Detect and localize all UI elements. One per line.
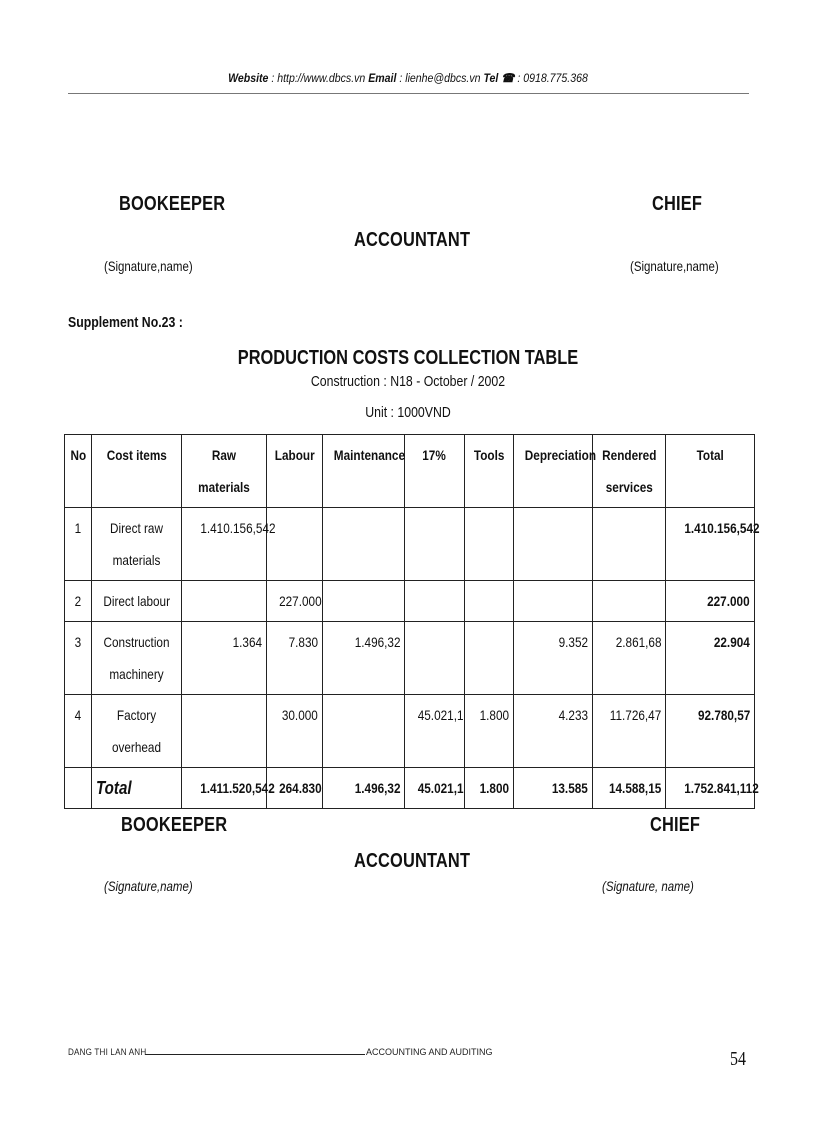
total-17-percent: 45.021,1 [405, 768, 465, 809]
row-tools [465, 508, 514, 581]
row-raw-materials: 1.364 [182, 622, 267, 695]
row-depreciation [514, 581, 593, 622]
supplement-label: Supplement No.23 : [68, 314, 183, 331]
col-header-depreciation: Depreciation [514, 435, 593, 508]
col-header-rendered-services: Rendered services [593, 435, 666, 508]
footer-subject: ACCOUNTING AND AUDITING [366, 1047, 493, 1057]
row-raw-materials: 1.410.156,542 [182, 508, 267, 581]
row-depreciation [514, 508, 593, 581]
website-value[interactable]: : http://www.dbcs.vn [271, 71, 366, 85]
row-total: 1.410.156,542 [666, 508, 755, 581]
row-no: 2 [65, 581, 92, 622]
total-labour: 264.830 [267, 768, 323, 809]
footer-author: DANG THI LAN ANH [68, 1047, 147, 1057]
row-labour: 7.830 [267, 622, 323, 695]
total-row-no [65, 768, 92, 809]
row-labour: 227.000 [267, 581, 323, 622]
table-row [65, 581, 755, 622]
header-divider [68, 93, 749, 94]
row-total: 227.000 [666, 581, 755, 622]
row-no: 4 [65, 695, 92, 768]
total-raw-materials: 1.411.520,542 [182, 768, 267, 809]
production-costs-table [64, 434, 760, 809]
accountant-title-top: ACCOUNTANT [354, 229, 471, 251]
footer-divider [145, 1054, 365, 1055]
col-header-cost-items: Cost items [92, 435, 182, 508]
row-raw-materials [182, 581, 267, 622]
table-row [65, 508, 755, 581]
row-tools [465, 622, 514, 695]
row-depreciation: 9.352 [514, 622, 593, 695]
unit-line: Unit : 1000VND [365, 404, 451, 421]
email-label: Email [368, 71, 397, 85]
tel-label: Tel [483, 71, 499, 85]
total-rendered-services: 14.588,15 [593, 768, 666, 809]
row-tools: 1.800 [465, 695, 514, 768]
col-header-tools: Tools [465, 435, 514, 508]
signature-name-right-top: (Signature,name) [630, 258, 719, 274]
row-maintenance [323, 581, 405, 622]
row-total: 22.904 [666, 622, 755, 695]
table-total-row [65, 768, 755, 809]
col-header-labour: Labour [267, 435, 323, 508]
row-17-percent [405, 581, 465, 622]
grand-total: 1.752.841,112 [666, 768, 755, 809]
row-rendered-services [593, 508, 666, 581]
col-header-17-percent: 17% [405, 435, 465, 508]
row-maintenance [323, 508, 405, 581]
row-17-percent: 45.021,1 [405, 695, 465, 768]
row-cost-item: Direct raw materials [92, 508, 182, 581]
table-header-row [65, 435, 755, 508]
row-maintenance [323, 695, 405, 768]
signature-name-right-bottom: (Signature, name) [602, 878, 694, 894]
email-value[interactable]: : lienhe@dbcs.vn [399, 71, 481, 85]
row-rendered-services: 11.726,47 [593, 695, 666, 768]
chief-title-bottom: CHIEF [650, 814, 701, 836]
tel-value: : 0918.775.368 [517, 71, 588, 85]
row-rendered-services: 2.861,68 [593, 622, 666, 695]
total-label: Total [92, 768, 182, 809]
row-cost-item: Factory overhead [92, 695, 182, 768]
row-cost-item: Construction machinery [92, 622, 182, 695]
row-cost-item: Direct labour [92, 581, 182, 622]
col-header-total: Total [666, 435, 755, 508]
row-depreciation: 4.233 [514, 695, 593, 768]
website-label: Website [228, 71, 269, 85]
row-no: 3 [65, 622, 92, 695]
total-maintenance: 1.496,32 [323, 768, 405, 809]
table-row [65, 622, 755, 695]
row-raw-materials [182, 695, 267, 768]
bookkeeper-title-bottom: BOOKEEPER [121, 814, 228, 836]
row-no: 1 [65, 508, 92, 581]
col-header-no: No [65, 435, 92, 508]
bookkeeper-title-top: BOOKEEPER [119, 193, 226, 215]
row-labour: 30.000 [267, 695, 323, 768]
total-tools: 1.800 [465, 768, 514, 809]
row-maintenance: 1.496,32 [323, 622, 405, 695]
chief-title-top: CHIEF [652, 193, 703, 215]
signature-name-left-bottom: (Signature,name) [104, 878, 193, 894]
signature-name-left-top: (Signature,name) [104, 258, 193, 274]
table-title: PRODUCTION COSTS COLLECTION TABLE [237, 347, 579, 369]
table-row [65, 695, 755, 768]
page-number: 54 [730, 1048, 746, 1070]
construction-line: Construction : N18 - October / 2002 [310, 373, 506, 390]
row-17-percent [405, 508, 465, 581]
row-rendered-services [593, 581, 666, 622]
row-17-percent [405, 622, 465, 695]
col-header-raw-materials: Raw materials [182, 435, 267, 508]
row-total: 92.780,57 [666, 695, 755, 768]
phone-icon: ☎ [501, 71, 515, 85]
page-header [49, 71, 767, 85]
accountant-title-bottom: ACCOUNTANT [354, 850, 471, 872]
row-tools [465, 581, 514, 622]
col-header-maintenance: Maintenance [323, 435, 405, 508]
total-depreciation: 13.585 [514, 768, 593, 809]
